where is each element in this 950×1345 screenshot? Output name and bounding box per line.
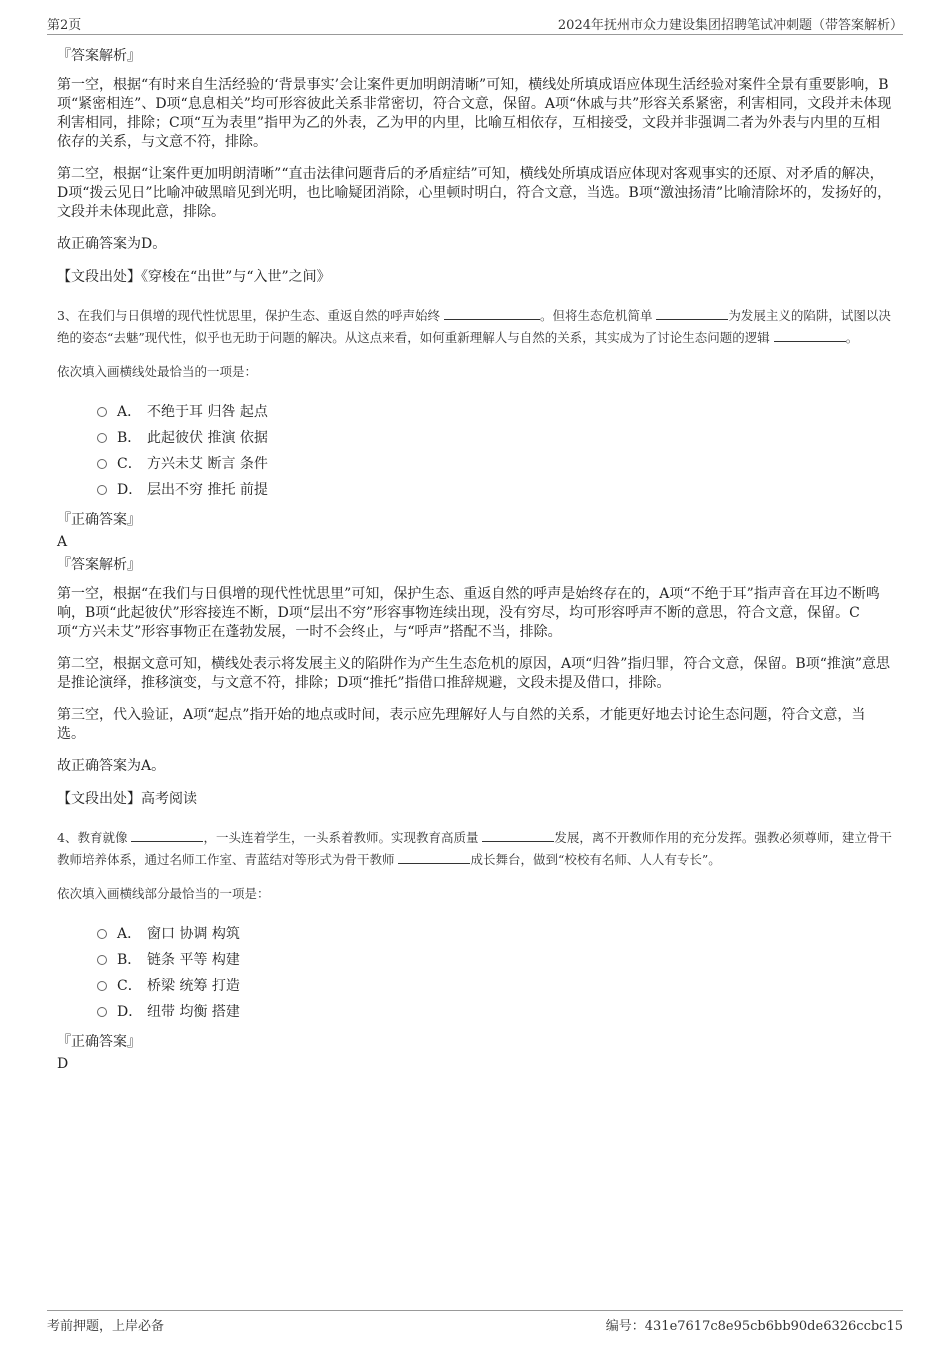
q4-answer-label: 『正确答案』 xyxy=(57,1034,141,1050)
q2-analysis-label: 『答案解析』 xyxy=(57,48,141,64)
q4-answer: D xyxy=(57,1056,69,1072)
q2-source: 【文段出处】《穿梭在“出世”与“入世”之间》 xyxy=(57,269,331,285)
page-content xyxy=(57,46,893,1077)
blank xyxy=(444,307,540,320)
q3-option-a[interactable]: A． 不绝于耳 归咎 起点 xyxy=(97,399,893,425)
q3-option-c[interactable]: C． 方兴未艾 断言 条件 xyxy=(97,451,893,477)
q3-option-d[interactable]: D． 层出不穷 推托 前提 xyxy=(97,477,893,503)
q4-option-b[interactable]: B． 链条 平等 构建 xyxy=(97,947,893,973)
radio-icon[interactable] xyxy=(97,981,107,991)
footer-slogan: 考前押题，上岸必备 xyxy=(47,1319,165,1334)
document-code: 编号：431e7617c8e95cb6bb90de6326ccbc15 xyxy=(605,1319,903,1334)
q3-stem: 3、在我们与日俱增的现代性忧思里，保护生态、重返自然的呼声始终 。但将生态危机简单 为发展主义的陷阱，试图以决绝的姿态“去魅”现代性，似乎也无助于问题的解决。从这点来看，如何重新理解人与自然的关系，其实成为了讨论生态问题的逻辑 。 xyxy=(57,308,891,345)
q3-analysis-label: 『答案解析』 xyxy=(57,557,141,573)
page-footer xyxy=(47,1310,903,1335)
radio-icon[interactable] xyxy=(97,407,107,417)
radio-icon[interactable] xyxy=(97,433,107,443)
q2-analysis-para-1: 第一空，根据“有时来自生活经验的‘背景事实’会让案件更加明朗清晰”可知，横线处所填成语应体现生活经验对案件全景有重要影响，B项“紧密相连”、D项“息息相关”均可形容彼此关系非常密切，符合文意，保留。A项“休戚与共”形容关系紧密，利害相同，文段并未体现利害相同，排除；C项“互为表里”指甲为乙的外表，乙为甲的内里，比喻互相依存，互相接受，文段并非强调二者为外表与内里的互相依存的关系，与文意不符，排除。 xyxy=(57,77,892,150)
q3-option-b[interactable]: B． 此起彼伏 推演 依据 xyxy=(97,425,893,451)
radio-icon[interactable] xyxy=(97,485,107,495)
blank xyxy=(131,829,203,842)
page-number: 第2页 xyxy=(47,18,82,33)
q4-options xyxy=(97,921,893,1025)
radio-icon[interactable] xyxy=(97,929,107,939)
q3-answer: A xyxy=(57,534,68,550)
q3-conclusion: 故正确答案为A。 xyxy=(57,758,166,774)
q2-analysis-para-2: 第二空，根据“让案件更加明朗清晰”“直击法律问题背后的矛盾症结”可知，横线处所填成语应体现对客观事实的还原、对矛盾的解决，D项“拨云见日”比喻冲破黑暗见到光明，也比喻疑团消除，心里顿时明白，符合文意，当选。B项“激浊扬清”比喻清除坏的，发扬好的，文段并未体现此意，排除。 xyxy=(57,166,892,220)
document-title: 2024年抚州市众力建设集团招聘笔试冲刺题（带答案解析） xyxy=(557,18,903,33)
q3-analysis-para-3: 第三空，代入验证，A项“起点”指开始的地点或时间，表示应先理解好人与自然的关系，才能更好地去讨论生态问题，符合文意，当选。 xyxy=(57,707,866,742)
radio-icon[interactable] xyxy=(97,459,107,469)
q4-option-c[interactable]: C． 桥梁 统筹 打造 xyxy=(97,973,893,999)
q4-stem: 4、教育就像 ，一头连着学生，一头系着教师。实现教育高质量 发展，离不开教师作用的充分发挥。强教必须尊师，建立骨干教师培养体系，通过名师工作室、青蓝结对等形式为骨干教师 成长舞台，做到“校校有名师、人人有专长”。 xyxy=(57,830,892,867)
radio-icon[interactable] xyxy=(97,955,107,965)
blank xyxy=(656,307,728,320)
radio-icon[interactable] xyxy=(97,1007,107,1017)
q3-answer-label: 『正确答案』 xyxy=(57,512,141,528)
q4-prompt: 依次填入画横线部分最恰当的一项是： xyxy=(57,886,270,901)
q3-prompt: 依次填入画横线处最恰当的一项是： xyxy=(57,364,258,379)
q3-analysis-para-2: 第二空，根据文意可知，横线处表示将发展主义的陷阱作为产生生态危机的原因，A项“归咎”指归罪，符合文意，保留。B项“推演”意思是推论演绎，推移演变，与文意不符，排除；D项“推托”指借口推辞规避，文段未提及借口，排除。 xyxy=(57,656,891,691)
q2-conclusion: 故正确答案为D。 xyxy=(57,236,167,252)
q3-analysis-para-1: 第一空，根据“在我们与日俱增的现代性忧思里”可知，保护生态、重返自然的呼声是始终存在的，A项“不绝于耳”指声音在耳边不断鸣响，B项“此起彼伏”形容接连不断，D项“层出不穷”形容事物连续出现，没有穷尽，均可形容呼声不断的意思，符合文意，保留。C项“方兴未艾”形容事物正在蓬勃发展，一时不会终止，与“呼声”搭配不当，排除。 xyxy=(57,586,880,640)
q4-option-a[interactable]: A． 窗口 协调 构筑 xyxy=(97,921,893,947)
q3-source: 【文段出处】高考阅读 xyxy=(57,791,197,807)
blank xyxy=(482,829,554,842)
q4-option-d[interactable]: D． 纽带 均衡 搭建 xyxy=(97,999,893,1025)
blank xyxy=(398,851,470,864)
blank xyxy=(774,329,846,342)
q3-options xyxy=(97,399,893,503)
page-header xyxy=(47,14,903,35)
